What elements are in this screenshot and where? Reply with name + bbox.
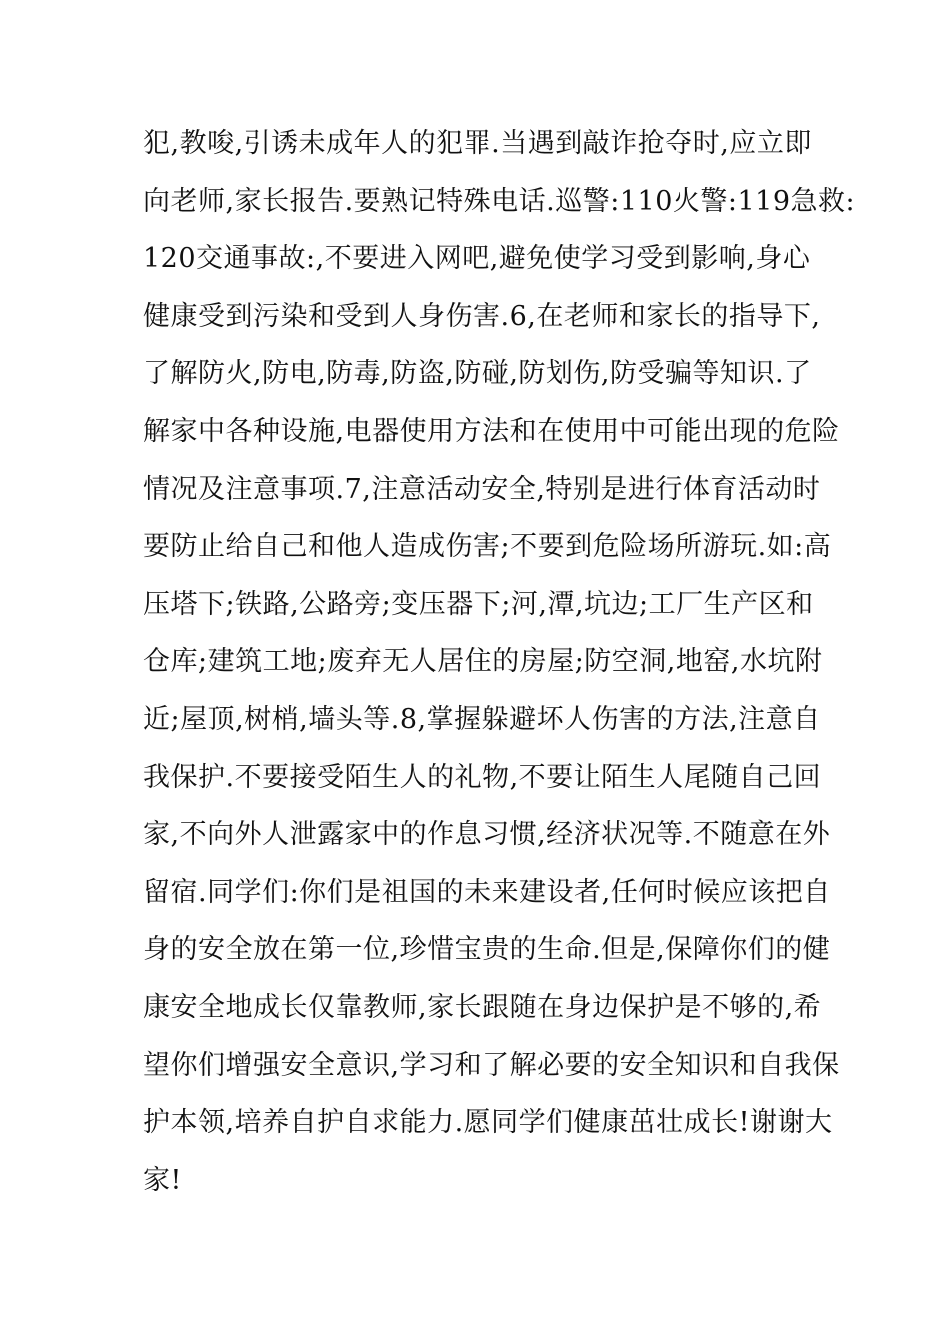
text-line: 要防止给自己和他人造成伤害;不要到危险场所游玩.如:高 — [143, 531, 832, 563]
text-line: 了解防火,防电,防毒,防盗,防碰,防划伤,防受骗等知识.了 — [143, 358, 812, 390]
text-line: 向老师,家长报告.要熟记特殊电话.巡警:110火警:119急救: — [143, 185, 856, 217]
text-line: 家! — [143, 1164, 182, 1196]
text-line: 情况及注意事项.7,注意活动安全,特别是进行体育活动时 — [143, 473, 821, 505]
text-line: 家,不向外人泄露家中的作息习惯,经济状况等.不随意在外 — [143, 819, 831, 851]
text-line: 身的安全放在第一位,珍惜宝贵的生命.但是,保障你们的健 — [143, 934, 831, 966]
text-line: 望你们增强安全意识,学习和了解必要的安全知识和自我保 — [143, 1049, 840, 1081]
text-line: 康安全地成长仅靠教师,家长跟随在身边保护是不够的,希 — [143, 991, 822, 1023]
text-line: 解家中各种设施,电器使用方法和在使用中可能出现的危险 — [143, 415, 840, 447]
text-line: 压塔下;铁路,公路旁;变压器下;河,潭,坑边;工厂生产区和 — [143, 588, 814, 620]
text-line: 近;屋顶,树梢,墙头等.8,掌握躲避坏人伤害的方法,注意自 — [143, 703, 821, 735]
text-line: 护本领,培养自护自求能力.愿同学们健康茁壮成长!谢谢大 — [143, 1107, 833, 1139]
text-line: 120交通事故:,不要进入网吧,避免使学习受到影响,身心 — [143, 243, 811, 275]
text-line: 犯,教唆,引诱未成年人的犯罪.当遇到敲诈抢夺时,应立即 — [143, 128, 812, 159]
text-line: 我保护.不要接受陌生人的礼物,不要让陌生人尾随自己回 — [143, 761, 822, 793]
text-line: 健康受到污染和受到人身伤害.6,在老师和家长的指导下, — [143, 300, 821, 332]
text-line: 仓库;建筑工地;废弃无人居住的房屋;防空洞,地窑,水坑附 — [143, 646, 823, 678]
text-line: 留宿.同学们:你们是祖国的未来建设者,任何时候应该把自 — [143, 876, 831, 908]
body-text — [143, 115, 856, 1209]
